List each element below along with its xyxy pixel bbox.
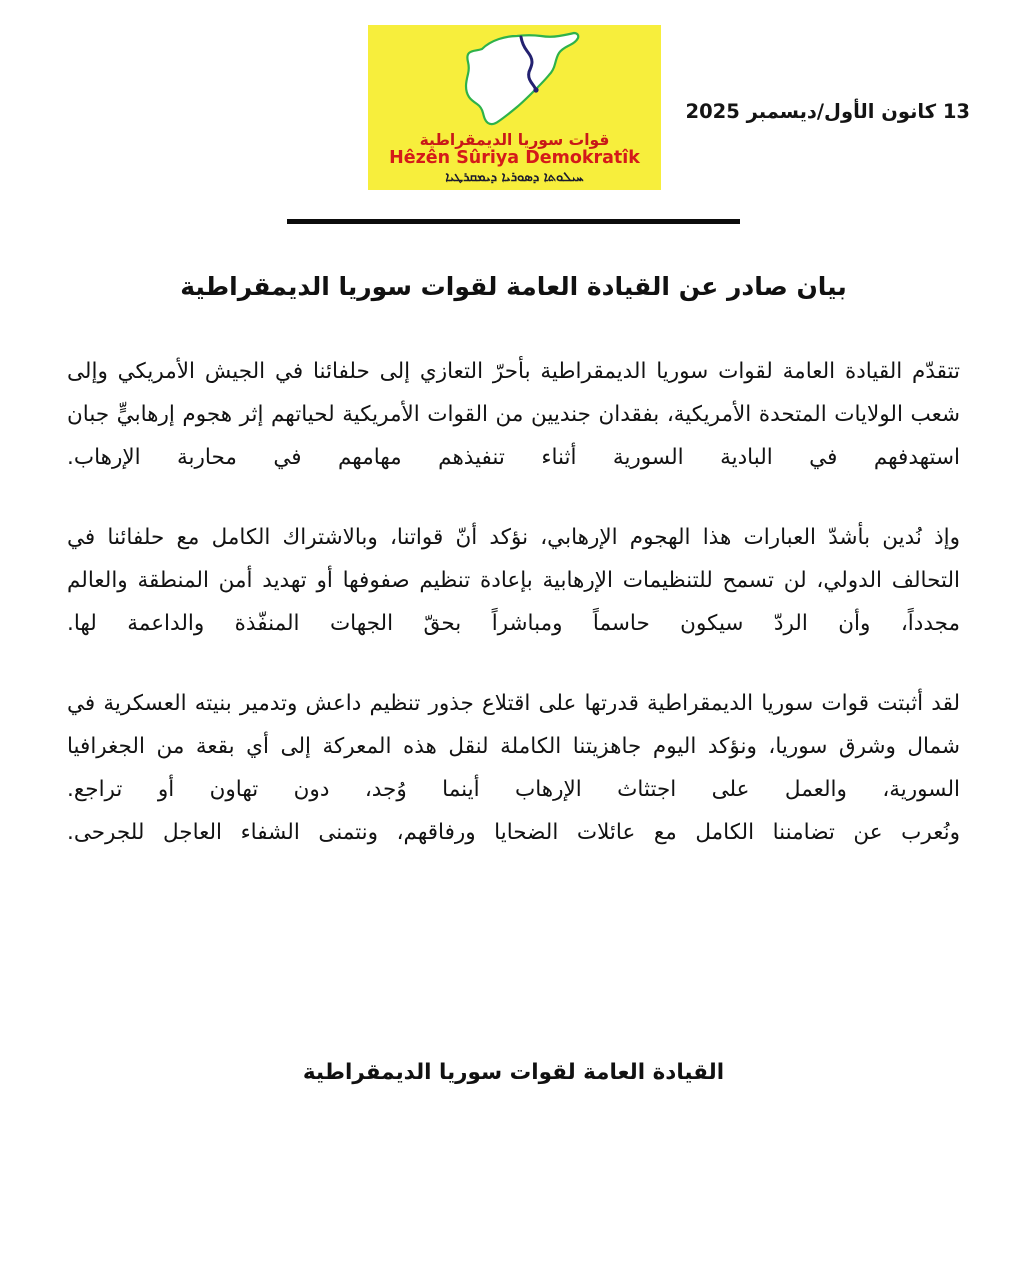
statement-paragraph-1: تتقدّم القيادة العامة لقوات سوريا الديمقراطية بأحرّ التعازي إلى حلفائنا في الجيش الأمريكي وإلى شعب الولايات المتحدة الأمريكية، بفقدان جنديين من القوات الأمريكية لحياتهم إثر هجوم إرهابيٍّ جبان استهدفهم في البادية السورية أثناء تنفيذهم مهامهم في محاربة الإرهاب. [67,359,960,470]
statement-signature: القيادة العامة لقوات سوريا الديمقراطية [302,1060,725,1085]
document-date: 13 كانون الأول/ديسمبر 2025 [685,100,970,123]
statement-paragraph-2: وإذ نُدين بأشدّ العبارات هذا الهجوم الإرهابي، نؤكد أنّ قواتنا، وبالاشتراك الكامل مع حلفائنا في التحالف الدولي، لن تسمح للتنظيمات الإرهابية بإعادة تنظيم صفوفها أو تهديد أمن المنطقة والعالم مجدداً، وأن الردّ سيكون حاسماً ومباشراً بحقّ الجهات المنفّذة والداعمة لها. [67,525,960,636]
logo-arabic-name: قوات سوريا الديمقراطية [419,131,610,149]
logo-kurdish-name: Hêzên Sûriya Demokratîk [389,148,640,169]
sdf-logo [368,25,661,190]
statement-paragraph-4: ونُعرب عن تضامننا الكامل مع عائلات الضحايا ورفاقهم، ونتمنى الشفاء العاجل للجرحى. [67,820,960,845]
header-divider-wrap [0,219,1027,224]
header-divider [287,219,740,224]
statement-paragraph-group-3 [67,682,960,854]
document-header [0,0,1027,200]
statement-paragraph-3: لقد أثبتت قوات سوريا الديمقراطية قدرتها على اقتلاع جذور تنظيم داعش وتدمير بنيته العسكرية في شمال وشرق سوريا، ونؤكد اليوم جاهزيتنا الكاملة لنقل هذه المعركة إلى أي بقعة من الجغرافيا السورية، والعمل على اجتثاث الإرهاب أينما وُجد، دون تهاون أو تراجع. [67,691,960,802]
statement-body [67,350,960,891]
syria-map-icon [435,27,595,132]
logo-syriac-name: ܚܝܠܘܬܐ ܕܣܘܪܝܐ ܕܝܡܩܪܛܝܐ [445,169,584,185]
page-title: بيان صادر عن القيادة العامة لقوات سوريا الديمقراطية [180,272,847,301]
